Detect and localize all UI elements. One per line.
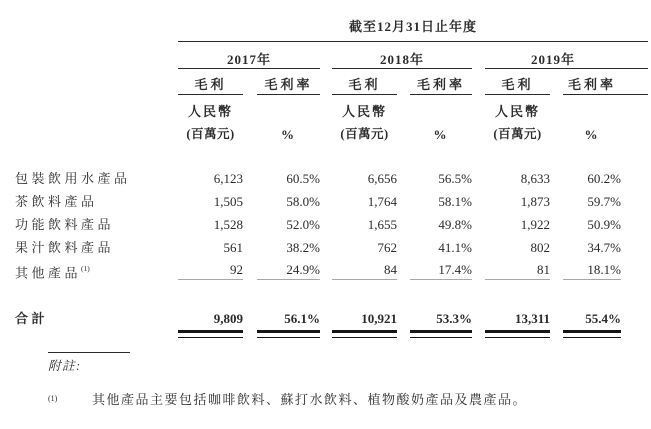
double-rule (257, 330, 320, 338)
year-2018-header: 2018年 (332, 52, 472, 69)
cell-gross-margin-2018: 17.4% (410, 259, 472, 280)
row-label: 功能飲料產品 (15, 217, 115, 232)
unit-millions-2018: (百萬元) (340, 127, 389, 141)
cell-gross-profit-2017: 92 (178, 259, 243, 280)
spacer (243, 307, 257, 330)
notes-divider (48, 352, 130, 353)
cell-gross-margin-2017: 60.5% (286, 171, 320, 186)
spacer (320, 259, 332, 280)
spacer (472, 307, 485, 330)
col-header-gross-profit-2019: 毛利 (485, 77, 550, 95)
cell-gross-margin-2019: 59.7% (587, 194, 621, 209)
spacer (243, 259, 257, 280)
cell-gross-margin-2017: 58.0% (286, 194, 320, 209)
table-row-total (15, 307, 621, 330)
cell-gross-margin-2019: 50.9% (587, 217, 621, 232)
total-gross-margin-2017: 56.1% (284, 311, 320, 326)
spacer (243, 190, 257, 213)
cell-gross-margin-2017: 24.9% (257, 259, 320, 280)
cell-gross-profit-2018: 1,764 (367, 194, 397, 209)
cell-gross-profit-2018: 762 (377, 240, 397, 255)
spacer (397, 167, 410, 190)
table-row-tea-beverage (15, 190, 621, 213)
cell-gross-profit-2017: 6,123 (213, 171, 243, 186)
spacer (320, 236, 332, 259)
table-title: 截至12月31日止年度 (178, 19, 648, 42)
spacer (243, 213, 257, 236)
cell-gross-profit-2019: 8,633 (520, 171, 550, 186)
unit-rmb-2019: 人民幣 (494, 104, 540, 119)
cell-gross-profit-2017: 1,528 (213, 217, 243, 232)
year-2017-header: 2017年 (178, 52, 320, 69)
cell-gross-margin-2017: 52.0% (286, 217, 320, 232)
spacer (472, 190, 485, 213)
notes-heading: 附註: (48, 359, 82, 373)
cell-gross-margin-2019: 18.1% (563, 259, 621, 280)
cell-gross-margin-2017: 38.2% (286, 240, 320, 255)
total-gross-margin-2019: 55.4% (585, 311, 621, 326)
spacer (550, 236, 563, 259)
cell-gross-profit-2018: 84 (332, 259, 397, 280)
spacer (550, 190, 563, 213)
table-title-row (15, 19, 648, 42)
total-gross-profit-2019: 13,311 (514, 311, 550, 326)
cell-gross-profit-2019: 1,873 (520, 194, 550, 209)
cell-gross-margin-2019: 34.7% (587, 240, 621, 255)
cell-gross-profit-2019: 802 (530, 240, 550, 255)
double-rule (332, 330, 397, 338)
spacer (320, 213, 332, 236)
table-row-juice-beverage (15, 236, 621, 259)
cell-gross-profit-2017: 1,505 (213, 194, 243, 209)
cell-gross-profit-2018: 6,656 (367, 171, 397, 186)
footnote-marker: (1) (48, 394, 58, 403)
spacer (550, 213, 563, 236)
spacer (550, 167, 563, 190)
footnote-text: 其他產品主要包括咖啡飲料、蘇打水飲料、植物酸奶產品及農產品。 (92, 392, 528, 407)
unit-percent-2017: % (281, 127, 296, 142)
footnote-ref: (1) (81, 264, 90, 273)
spacer (397, 213, 410, 236)
spacer (320, 167, 332, 190)
spacer (397, 259, 410, 280)
spacer (243, 236, 257, 259)
row-label: 果汁飲料產品 (15, 240, 115, 255)
row-label: 茶飲料產品 (15, 194, 98, 209)
col-header-gross-profit-2017: 毛利 (178, 77, 243, 95)
col-header-gross-margin-2018: 毛利率 (410, 77, 472, 95)
total-gross-margin-2018: 53.3% (436, 311, 472, 326)
spacer (550, 259, 563, 280)
unit-row-scale (15, 127, 621, 142)
total-gross-profit-2018: 10,921 (361, 311, 397, 326)
total-gross-profit-2017: 9,809 (213, 311, 243, 326)
cell-gross-profit-2018: 1,655 (367, 217, 397, 232)
unit-millions-2019: (百萬元) (493, 127, 542, 141)
unit-rmb-2018: 人民幣 (341, 104, 387, 119)
year-2019-header: 2019年 (485, 52, 648, 69)
footnote-item (48, 392, 527, 408)
unit-millions-2017: (百萬元) (186, 127, 235, 141)
year-header-row (15, 52, 648, 69)
cell-gross-margin-2018: 41.1% (438, 240, 472, 255)
cell-gross-profit-2019: 81 (485, 259, 550, 280)
spacer (320, 190, 332, 213)
spacer (550, 307, 563, 330)
table-row-other-products (15, 259, 621, 280)
col-header-gross-margin-2019: 毛利率 (563, 77, 648, 95)
spacer (472, 236, 485, 259)
cell-gross-margin-2018: 49.8% (438, 217, 472, 232)
unit-percent-2018: % (433, 127, 449, 142)
spacer (397, 190, 410, 213)
cell-gross-margin-2019: 60.2% (587, 171, 621, 186)
row-label-text: 其他產品 (15, 265, 82, 281)
spacer (472, 213, 485, 236)
total-label: 合計 (15, 311, 49, 326)
cell-gross-margin-2018: 58.1% (438, 194, 472, 209)
double-rule (563, 330, 621, 338)
spacer (320, 307, 332, 330)
double-rule (410, 330, 472, 338)
total-double-rule-row (15, 330, 621, 338)
spacer (243, 167, 257, 190)
spacer (397, 236, 410, 259)
row-label: 包裝飲用水產品 (15, 171, 131, 186)
double-rule (485, 330, 550, 338)
table-row-packaged-water (15, 167, 621, 190)
cell-gross-profit-2019: 1,922 (520, 217, 550, 232)
spacer (397, 307, 410, 330)
cell-gross-profit-2017: 561 (223, 240, 243, 255)
unit-rmb-2017: 人民幣 (187, 104, 233, 119)
table-row-functional-beverage (15, 213, 621, 236)
col-header-gross-margin-2017: 毛利率 (257, 77, 320, 95)
col-header-gross-profit-2018: 毛利 (332, 77, 397, 95)
row-label (15, 259, 178, 280)
double-rule (178, 330, 243, 338)
column-header-row (15, 77, 648, 95)
unit-percent-2019: % (584, 127, 600, 142)
spacer (472, 259, 485, 280)
cell-gross-margin-2018: 56.5% (438, 171, 472, 186)
spacer (472, 167, 485, 190)
unit-row-currency (15, 104, 550, 119)
